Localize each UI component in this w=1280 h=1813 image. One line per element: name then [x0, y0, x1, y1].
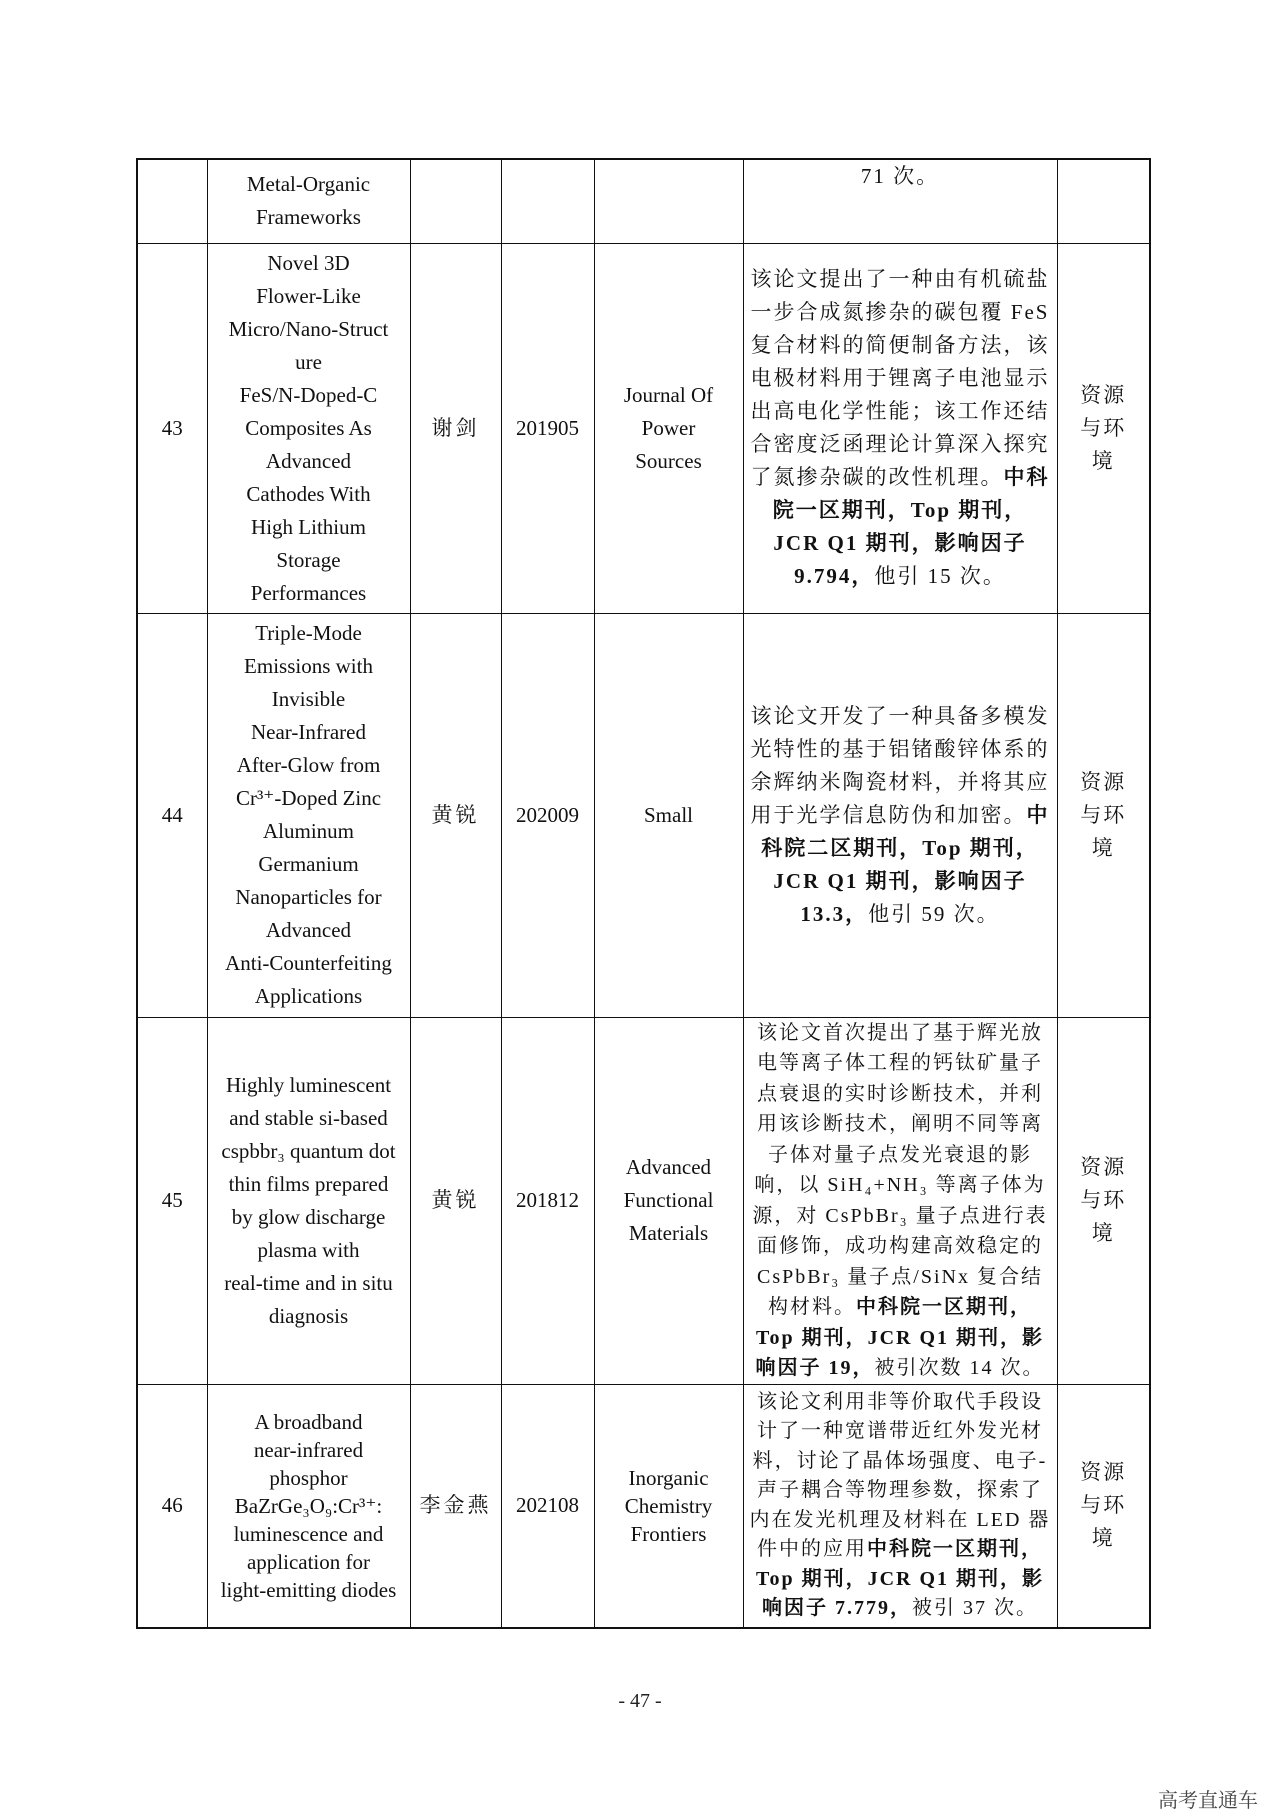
author: 黄锐	[410, 613, 501, 1017]
title-line: Applications	[254, 984, 363, 1008]
title-line: diagnosis	[268, 1303, 349, 1328]
category-line: 资源	[1080, 1460, 1127, 1485]
row-number: 44	[137, 613, 207, 1017]
publish-date: 201812	[501, 1017, 594, 1384]
title-line: Advanced	[265, 448, 352, 473]
title-line: Composites As	[245, 415, 372, 440]
journal-line: Functional	[623, 1188, 714, 1212]
page-number: - 47 -	[618, 1690, 662, 1712]
title-line: Frameworks	[256, 205, 361, 230]
title-line: by glow discharge	[231, 1204, 386, 1229]
title-line: Highly luminescent	[225, 1072, 392, 1097]
publish-date: 201905	[501, 243, 594, 613]
table-row	[137, 613, 1150, 1017]
title-line: Anti-Counterfeiting	[225, 951, 392, 975]
journal-metrics: 中科院一区期刊，Top 期刊，JCR Q1 期刊，影响因子 7.779，	[755, 1538, 1045, 1620]
title-line: real-time and in situ	[224, 1270, 393, 1295]
title-line: Storage	[276, 547, 341, 572]
table-row	[137, 159, 1150, 243]
journal-line: Power	[641, 415, 696, 440]
journal	[594, 159, 743, 243]
paper-title	[207, 1017, 410, 1384]
title-line: ure	[295, 349, 322, 374]
journal	[594, 1017, 743, 1384]
row-number: 43	[137, 243, 207, 613]
journal-line: Advanced	[625, 1155, 712, 1179]
paper-table	[136, 158, 1151, 1629]
category	[1057, 613, 1150, 1017]
title-line: After-Glow from	[236, 753, 381, 777]
journal-line: Sources	[635, 448, 702, 473]
description-text: 该论文利用非等价取代手段设计了一种宽谱带近红外发光材料，讨论了晶体场强度、电子-声子耦合等物理参数，探索了内在发光机理及材料在 LED 器件中的应用	[749, 1390, 1051, 1561]
title-line: phosphor	[269, 1465, 348, 1490]
description	[743, 1384, 1057, 1628]
watermark-text: 高考直通车	[1158, 1788, 1258, 1812]
title-line: Emissions with	[244, 654, 373, 678]
publish-date: 202108	[501, 1384, 594, 1628]
journal-line: Journal Of	[623, 382, 714, 407]
row-number: 45	[137, 1017, 207, 1384]
title-line: Triple-Mode	[255, 621, 362, 645]
paper-title	[207, 1384, 410, 1628]
title-line: Near-Infrared	[251, 720, 366, 744]
journal	[594, 1384, 743, 1628]
title-line: thin films prepared	[228, 1171, 389, 1196]
category-line: 资源	[1080, 769, 1127, 794]
category-line: 境	[1091, 1221, 1115, 1245]
category	[1057, 1017, 1150, 1384]
title-line: Novel 3D	[267, 250, 350, 275]
table-row	[137, 1384, 1150, 1628]
citation-count: 被引次数 14 次。	[874, 1357, 1045, 1379]
category-line: 资源	[1080, 382, 1127, 407]
author: 黄锐	[410, 1017, 501, 1384]
journal-metrics: 中科院二区期刊，Top 期刊，JCR Q1 期刊，影响因子 13.3，	[761, 802, 1050, 926]
description-text: 该论文开发了一种具备多模发光特性的基于铝锗酸锌体系的余辉纳米陶瓷材料，并将其应用于光学信息防伪和加密。	[750, 703, 1050, 827]
title-line: Micro/Nano-Struct	[228, 316, 389, 341]
title-line: Metal-Organic	[246, 172, 371, 197]
journal-metrics: 中科院一区期刊，Top 期刊，JCR Q1 期刊，影响因子 9.794，	[772, 465, 1050, 588]
title-line: Nanoparticles for	[235, 885, 382, 909]
author: 李金燕	[410, 1384, 501, 1628]
title-line: Performances	[250, 580, 367, 605]
title-line: Germanium	[258, 852, 359, 876]
journal-line: Small	[643, 802, 693, 827]
author	[410, 159, 501, 243]
category-line: 与环	[1080, 1188, 1127, 1212]
category-line: 资源	[1080, 1155, 1127, 1179]
citation-count: 他引 15 次。	[874, 564, 1006, 588]
publish-date	[501, 159, 594, 243]
description	[743, 159, 1057, 243]
category	[1057, 1384, 1150, 1628]
category-line: 与环	[1080, 415, 1127, 440]
category-line: 与环	[1080, 1493, 1127, 1518]
title-line: Cr³⁺-Doped Zinc	[235, 786, 382, 810]
title-line: Flower-Like	[256, 283, 361, 308]
description	[743, 1017, 1057, 1384]
category-line: 境	[1091, 1526, 1115, 1551]
title-line: application for	[246, 1549, 371, 1574]
paper-title	[207, 243, 410, 613]
description	[743, 243, 1057, 613]
row-number: 46	[137, 1384, 207, 1628]
title-line: Aluminum	[262, 819, 354, 843]
category-line: 境	[1091, 448, 1115, 473]
description	[743, 613, 1057, 1017]
journal-metrics: 中科院一区期刊，Top 期刊，JCR Q1 期刊，影响因子 19，	[755, 1296, 1045, 1379]
title-line: Invisible	[271, 687, 346, 711]
paper-title	[207, 159, 410, 243]
title-line: plasma with	[257, 1237, 360, 1262]
category	[1057, 159, 1150, 243]
title-line: Cathodes With	[246, 481, 371, 506]
paper-title	[207, 613, 410, 1017]
journal-line: Chemistry	[624, 1493, 713, 1518]
title-line: cspbbr₃ quantum dot	[221, 1138, 396, 1163]
publish-date: 202009	[501, 613, 594, 1017]
journal-line: Frontiers	[630, 1521, 707, 1546]
journal	[594, 243, 743, 613]
category-line: 境	[1091, 835, 1115, 860]
title-line: and stable si-based	[229, 1105, 388, 1130]
citation-count: 被引 37 次。	[912, 1597, 1038, 1620]
title-line: BaZrGe₃O₉:Cr³⁺:	[234, 1493, 383, 1518]
journal-line: Inorganic	[628, 1465, 709, 1490]
title-line: FeS/N-Doped-C	[239, 382, 378, 407]
title-line: light-emitting diodes	[220, 1577, 397, 1602]
table-row	[137, 1017, 1150, 1384]
title-line: luminescence and	[233, 1521, 384, 1546]
citation-count: 他引 59 次。	[868, 901, 1000, 926]
title-line: A broadband	[254, 1409, 363, 1434]
category-line: 与环	[1080, 802, 1127, 827]
journal-line: Materials	[628, 1221, 709, 1245]
author: 谢剑	[410, 243, 501, 613]
title-line: Advanced	[265, 918, 352, 942]
category	[1057, 243, 1150, 613]
table-row	[137, 243, 1150, 613]
journal	[594, 613, 743, 1017]
title-line: near-infrared	[253, 1437, 364, 1462]
description-text: 该论文首次提出了基于辉光放电等离子体工程的钙钛矿量子点衰退的实时诊断技术，并利用该诊断技术，阐明不同等离子体对量子点发光衰退的影响，以 SiH₄+NH₃ 等离子体为源，对 CsPbBr₃ 量子点进行表面修饰，成功构建高效稳定的 CsPbBr₃ 量子点/SiNx 复合结构材料。	[752, 1021, 1048, 1318]
table-body	[137, 159, 1150, 1628]
description-text: 该论文提出了一种由有机硫盐一步合成氮掺杂的碳包覆 FeS 复合材料的简便制备方法，该电极材料用于锂离子电池显示出高电化学性能；该工作还结合密度泛函理论计算深入探究了氮掺杂碳的改性机理。	[750, 267, 1050, 489]
row-number	[137, 159, 207, 243]
title-line: High Lithium	[251, 514, 366, 539]
description-text: 71 次。	[860, 164, 940, 188]
